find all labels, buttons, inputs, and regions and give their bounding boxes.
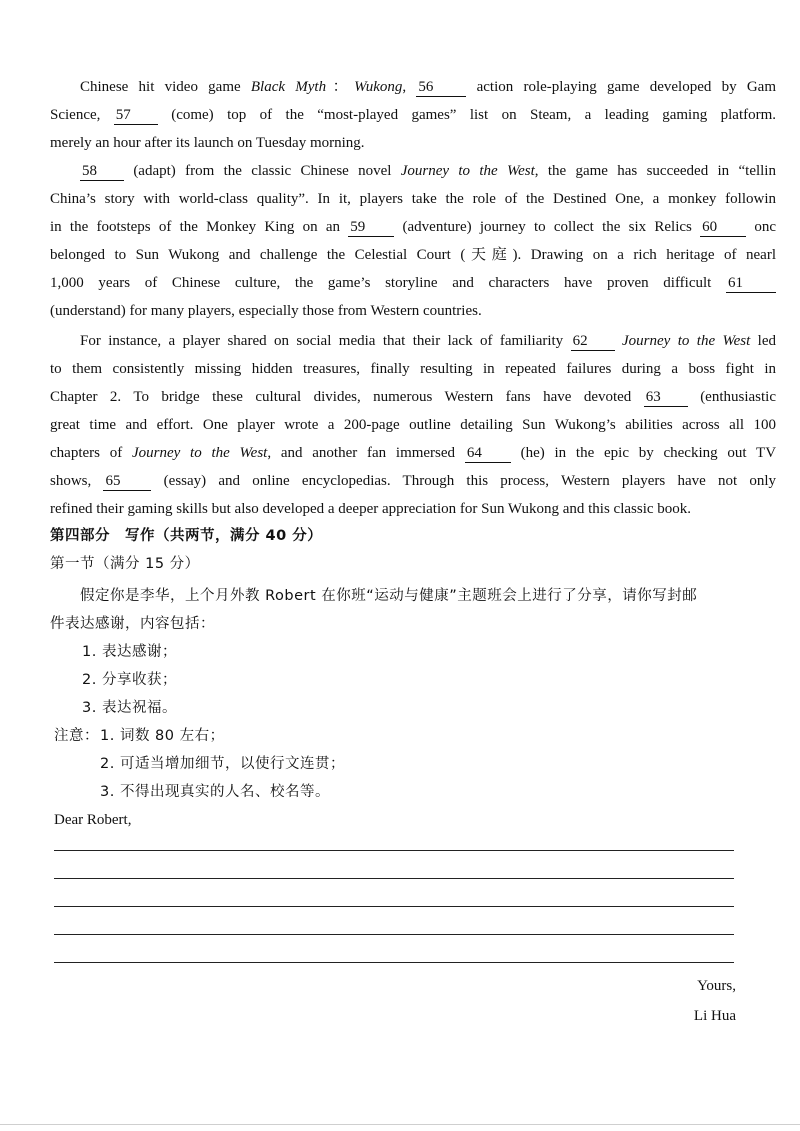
part-title: 第四部分 写作（共两节，满分 40 分）	[50, 528, 323, 544]
writing-line[interactable]	[54, 906, 734, 907]
blank-56[interactable]: 56	[416, 78, 466, 97]
passage-line: belonged to Sun Wukong and challenge the Celestial Court (天庭). Drawing on a rich heritage of nearl	[50, 247, 776, 263]
blank-60[interactable]: 60	[700, 218, 746, 237]
page-edge	[0, 1124, 800, 1125]
prompt-line: 件表达感谢，内容包括：	[50, 616, 215, 632]
passage-line: chapters of Journey to the West, and another fan immersed 64 (he) in the epic by checking out TV	[50, 445, 776, 461]
passage-line: 1,000 years of Chinese culture, the game’s storyline and characters have proven difficult 61	[50, 272, 776, 294]
passage-line: Science, 57 (come) top of the “most-played games” list on Steam, a leading gaming platform.	[50, 107, 776, 123]
passage-line: China’s story with world-class quality”. In it, players take the role of the Destined One, a monkey followin	[50, 191, 776, 207]
closing: Yours,	[697, 978, 736, 994]
note-item: 3. 不得出现真实的人名、校名等。	[100, 784, 330, 800]
passage-line: refined their gaming skills but also developed a deeper appreciation for Sun Wukong and this classic book.	[50, 501, 692, 517]
content-item: 3. 表达祝福。	[82, 700, 177, 716]
greeting: Dear Robert,	[54, 812, 132, 828]
passage-line: Chapter 2. To bridge these cultural divides, numerous Western fans have devoted 63 (enthusiastic	[50, 389, 776, 405]
passage-line: in the footsteps of the Monkey King on an 59 (adventure) journey to collect the six Relics 60 onc	[50, 219, 776, 235]
blank-63[interactable]: 63	[644, 388, 688, 407]
content-item: 1. 表达感谢；	[82, 644, 177, 660]
notes-label: 注意：	[54, 728, 99, 744]
content-item: 2. 分享收获；	[82, 672, 177, 688]
note-item: 2. 可适当增加细节，以使行文连贯；	[100, 756, 345, 772]
passage-line: great time and effort. One player wrote a 200-page outline detailing Sun Wukong’s abilities across all 100	[50, 417, 776, 433]
writing-line[interactable]	[54, 962, 734, 963]
passage-line: shows, 65 (essay) and online encyclopedias. Through this process, Western players have not only	[50, 473, 776, 489]
passage-line: For instance, a player shared on social media that their lack of familiarity 62 Journey to the West led	[80, 333, 776, 349]
passage-line: Chinese hit video game Black Myth：Wukong, 56 action role-playing game developed by Gam	[80, 79, 776, 95]
writing-line[interactable]	[54, 934, 734, 935]
prompt-line: 假定你是李华，上个月外教 Robert 在你班“运动与健康”主题班会上进行了分享，请你写封邮	[80, 588, 698, 604]
passage-line: 58 (adapt) from the classic Chinese novel Journey to the West, the game has succeeded in “tellin	[82, 163, 776, 179]
section-title: 第一节（满分 15 分）	[50, 556, 200, 572]
passage-line: to them consistently missing hidden treasures, finally resulting in repeated failures during a boss fight in	[50, 361, 776, 377]
passage-line: (understand) for many players, especially those from Western countries.	[50, 303, 482, 319]
blank-57[interactable]: 57	[114, 106, 158, 125]
blank-61[interactable]: 61	[726, 274, 776, 293]
writing-line[interactable]	[54, 878, 734, 879]
note-item: 1. 词数 80 左右；	[100, 728, 225, 744]
writing-line[interactable]	[54, 850, 734, 851]
blank-62[interactable]: 62	[571, 332, 615, 351]
blank-59[interactable]: 59	[348, 218, 394, 237]
signature: Li Hua	[693, 1008, 736, 1024]
blank-65[interactable]: 65	[103, 472, 151, 491]
passage-line: merely an hour after its launch on Tuesday morning.	[50, 135, 365, 151]
blank-64[interactable]: 64	[465, 444, 511, 463]
blank-58[interactable]: 58	[80, 162, 124, 181]
